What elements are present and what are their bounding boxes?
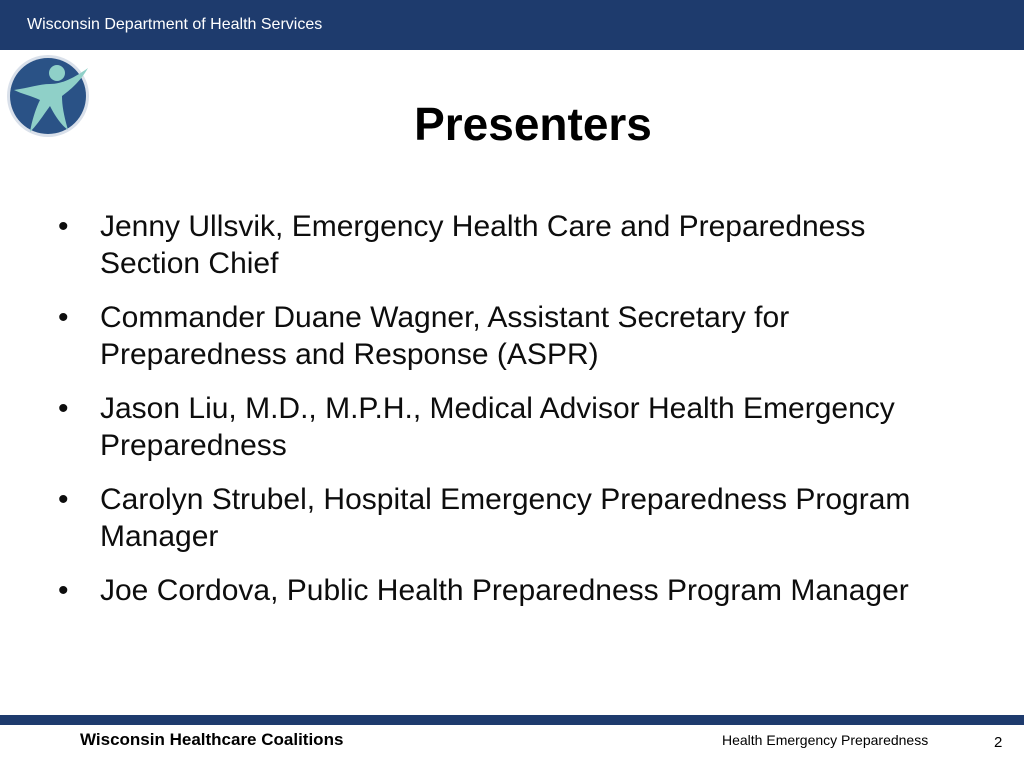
list-item-text: Carolyn Strubel, Hospital Emergency Preparedness Program Manager [100,483,911,553]
wisconsin-dhs-logo-icon [4,54,92,138]
bullet-icon: • [58,392,69,425]
list-item-text: Commander Duane Wagner, Assistant Secretary for Preparedness and Response (ASPR) [100,301,790,371]
list-item [58,572,958,609]
slide-title: Presenters [414,98,652,150]
bullet-icon: • [58,301,69,334]
bullet-icon: • [58,574,69,607]
presenter-list [58,208,958,626]
bullet-icon: • [58,483,69,516]
footer-bar [0,715,1024,725]
list-item [58,208,958,282]
list-item [58,299,958,373]
footer-program-label: Health Emergency Preparedness [722,732,929,748]
list-item [58,390,958,464]
organization-name: Wisconsin Department of Health Services [27,16,323,33]
list-item-text: Jenny Ullsvik, Emergency Health Care and Preparedness Section Chief [100,210,866,280]
footer-coalitions-label: Wisconsin Healthcare Coalitions [80,730,344,749]
list-item-text: Jason Liu, M.D., M.P.H., Medical Advisor Health Emergency Preparedness [100,392,895,462]
header-bar [0,0,1024,50]
list-item-text: Joe Cordova, Public Health Preparedness Program Manager [100,574,909,607]
page-number: 2 [994,734,1003,751]
bullet-icon: • [58,210,69,243]
list-item [58,481,958,555]
